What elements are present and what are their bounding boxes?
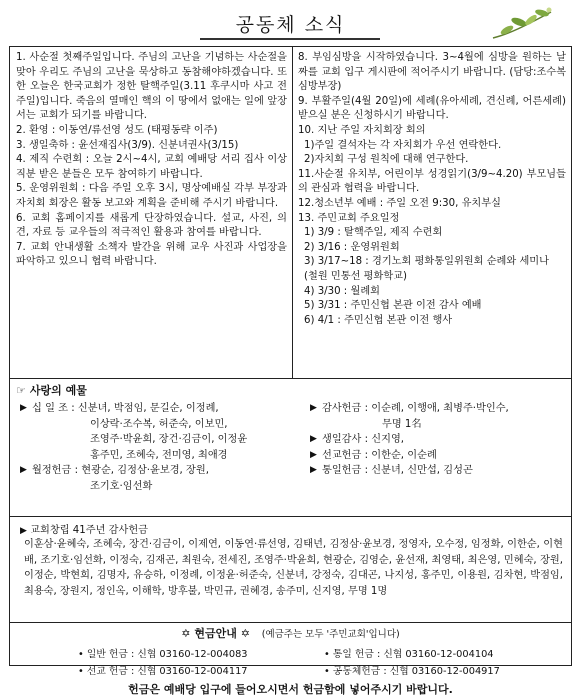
offering-row: 홍주민, 조혜숙, 전미영, 최애경 <box>90 449 228 461</box>
cash-guide-title: ✡ 현금안내 ✡ (예금주는 모두 '주민교회'입니다) <box>181 627 400 640</box>
notice-item: 6. 교회 홈페이지를 새롭게 단장하였습니다. 설교, 사진, 의견, 자료 등 교우들의 적극적인 활용과 참여를 바랍니다. <box>16 212 287 239</box>
schedule-item: 5) 3/31 : 주민신협 본관 이전 감사 예배 <box>304 300 482 312</box>
notices-right-column <box>298 51 566 328</box>
page-title: 공동체 소식 <box>235 14 346 36</box>
notice-item: 9. 부활주일(4월 20일)에 세례(유아세례, 견신례, 어른세례) 받으실 분은 신청하시기 바랍니다. <box>298 95 566 122</box>
cash-guide-section <box>10 623 571 696</box>
offering-row: ▶ 감사헌금 : 이순례, 이행애, 최병주·박인수, <box>310 401 565 417</box>
notice-item: 2. 환영 : 이동연/류선영 성도 (태평동략 이주) <box>16 124 218 136</box>
offering-row: ▶ 통일헌금 : 신분녀, 신만섭, 김성곤 <box>310 463 565 479</box>
schedule-item: 2) 3/16 : 운영위원회 <box>304 241 400 253</box>
notice-item: 8. 부임심방을 시작하였습니다. 3~4월에 심방을 원하는 날짜를 교회 입구 게시판에 적어주시기 바랍니다. (담당:조수복심방부장) <box>298 52 566 93</box>
star-icon: ✡ <box>181 627 191 640</box>
notice-item: 11.사순절 유치부, 어린이부 성경읽기(3/9~4.20) 부모님들의 관심과 협력을 바랍니다. <box>298 168 566 195</box>
notices-left-column <box>16 51 287 270</box>
account-unification: • 통일 헌금 : 신협 03160-12-004104 <box>324 649 494 660</box>
offering-row: 이상락·조수복, 허준숙, 이보민, <box>90 418 228 430</box>
notice-item: 10. 지난 주일 자치회장 회의 <box>298 124 426 136</box>
account-holder-note: (예금주는 모두 '주민교회'입니다) <box>261 629 400 640</box>
offerings-title: ☞ 사랑의 예물 <box>16 384 87 397</box>
offerings-right-column <box>310 401 565 479</box>
notice-item: 12.청소년부 예배 : 주일 오전 9:30, 유치부실 <box>298 197 501 209</box>
offerings-left-column <box>20 401 302 494</box>
column-divider <box>292 47 293 378</box>
schedule-item: 4) 3/30 : 월례회 <box>304 285 381 297</box>
notice-subitem: 1)주일 결석자는 각 자치회가 우선 연락한다. <box>304 139 502 151</box>
cash-footer-note: 헌금은 예배당 입구에 들어오시면서 헌금함에 넣어주시기 바랍니다. <box>128 683 453 696</box>
offering-row: 무명 1名 <box>382 418 422 430</box>
anniversary-offering-section <box>10 517 571 623</box>
offering-row: 조영주·박윤희, 장건·김금이, 이정윤 <box>90 434 248 445</box>
offering-row: ▶ 십 일 조 : 신분녀, 박점임, 문길순, 이정례, <box>20 401 302 417</box>
notice-subitem: 2)자치회 구성 원칙에 대해 연구한다. <box>304 154 469 166</box>
anniversary-names: 이훈삼·윤혜숙, 조혜숙, 장건·김금이, 이제연, 이동연·류선영, 김태년, 김정삼·윤보경, 정영자, 오수정, 임정화, 이한순, 이현배, 조기호·임선화, 이정숙, 김재곤, 최원숙, 전세진, 조영주·박윤희, 현광순, 김영순, 윤선재, 최영태, 최은영, 민혜숙, 장원, 이정순, 박현희, 김명자, 유승하, 이정례, 이정윤·허준숙, 신분녀, 강정숙, 김대곤, 나지성, 홍주민, 이용원, 김차현, 박점임, 최용숙, 장원지, 정인옥, 이해학, 방후불, 박민규, 권혜경, 송주미, 신지영, 무명 1명 <box>24 539 563 597</box>
notice-item: 5. 운영위원회 : 다음 주일 오후 3시, 명상예배실 각부 부장과 자치회 회장은 활동 보고와 계획을 준비해 주시기 바랍니다. <box>16 183 287 209</box>
notice-item: 7. 교회 안내생활 소책자 발간을 위해 교우 사진과 사업장을 파악하고 있으니 협력 바랍니다. <box>16 241 287 268</box>
notice-item: 3. 생일축하 : 윤선재집사(3/9). 신분녀권사(3/15) <box>16 139 239 151</box>
schedule-item: 6) 4/1 : 주민신협 본관 이전 행사 <box>304 314 453 326</box>
page-header <box>0 0 581 46</box>
star-icon: ✡ <box>240 627 250 640</box>
offering-row: 조기호·임선화 <box>90 480 153 492</box>
bulletin-frame <box>9 46 572 696</box>
offering-row: ▶ 월정헌금 : 현광순, 김정삼·윤보경, 장원, <box>20 463 302 479</box>
notice-item: 1. 사순절 첫째주일입니다. 주님의 고난을 기념하는 사순절을 맞아 우리도 주님의 고난을 묵상하고 동참해야하겠습니다. 또한 오늘은 한국교회가 정한 탈핵주일(3.11 후쿠시마 사고 전 주일)입니다. 죽음의 열매인 핵의 이 땅에서 없애는 일에 앞장서는 교회가 되기를 바랍니다. <box>16 52 287 122</box>
schedule-item: 3) 3/17~18 : 경기노회 평화통일위원회 순례와 세미나 (철원 민통선 평화학교) <box>304 256 549 282</box>
offerings-section <box>10 379 571 517</box>
pointing-hand-icon: ☞ <box>16 384 26 397</box>
account-general: • 일반 헌금 : 신협 03160-12-004083 <box>78 649 248 660</box>
leaf-sprig-icon <box>489 4 559 44</box>
notices-section <box>10 47 571 379</box>
triangle-bullet-icon: ▶ <box>20 526 27 536</box>
schedule-item: 1) 3/9 : 탈핵주일, 제직 수련회 <box>304 227 443 239</box>
offering-row: ▶ 생일감사 : 신지영, <box>310 432 565 448</box>
anniversary-title: ▶ 교회창립 41주년 감사헌금 <box>20 525 149 536</box>
title-underline <box>200 38 380 40</box>
notice-item: 4. 제직 수련회 : 오늘 2시~4시, 교회 예배당 서리 집사 이상 직분 받은 분들은 모두 참여하기 바랍니다. <box>16 154 287 180</box>
account-mission: • 선교 헌금 : 신협 03160-12-004117 <box>78 666 248 677</box>
account-community: • 공동체헌금 : 신협 03160-12-004917 <box>324 666 500 677</box>
notice-item: 13. 주민교회 주요일정 <box>298 212 400 224</box>
offering-row: ▶ 선교헌금 : 이한순, 이순례 <box>310 448 565 464</box>
